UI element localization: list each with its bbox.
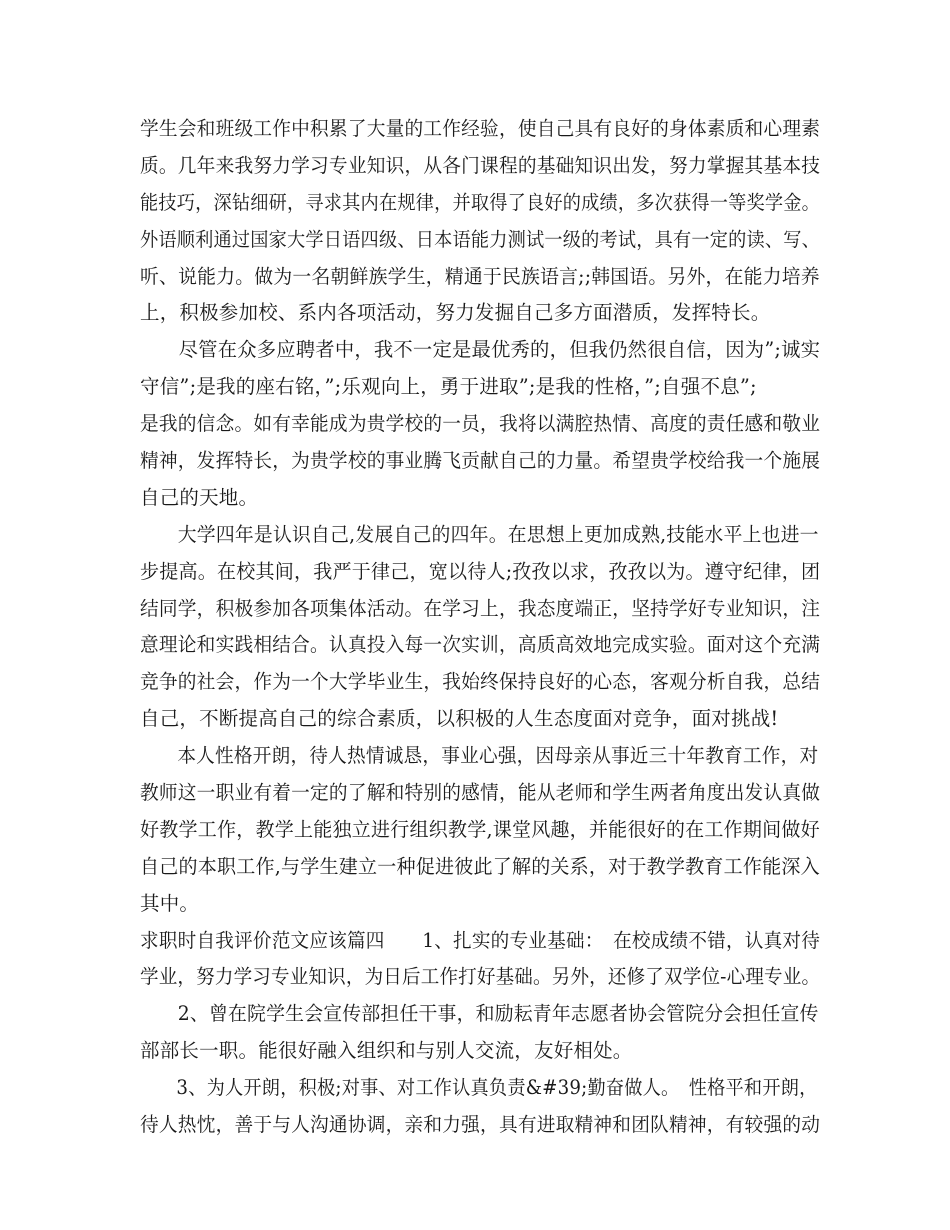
paragraph-first-line: 本人性格开朗，待人热情诚恳，事业心强，因母亲从事近三十年教育工作，对	[177, 744, 819, 768]
text-line: 精神，发挥特长，为贵学校的事业腾飞贡献自己的力量。希望贵学校给我一个施展	[140, 449, 821, 473]
text-line: 能技巧，深钻细研，寻求其内在规律，并取得了良好的成绩，多次获得一等奖学金。	[140, 190, 821, 214]
text-line: 好教学工作，教学上能独立进行组织教学,课堂风趣，并能很好的在工作期间做好	[140, 817, 820, 841]
text-line: 上，积极参加校、系内各项活动，努力发掘自己多方面潜质，发挥特长。	[140, 301, 771, 325]
text-line: 自己的本职工作,与学生建立一种促进彼此了解的关系，对于教学教育工作能深入	[140, 854, 820, 878]
paragraph-first-line: 3、为人开朗，积极;对事、对工作认真负责&#39;勤奋做人。 性格平和开朗，	[176, 1076, 818, 1100]
text-line: 自己，不断提高自己的综合素质，以积极的人生态度面对竞争，面对挑战!	[140, 707, 779, 731]
text-line: 其中。	[140, 891, 200, 915]
text-line: 待人热忱，善于与人沟通协调，亲和力强，具有进取精神和团队精神，有较强的动	[140, 1113, 821, 1137]
paragraph-first-line: 2、曾在院学生会宣传部担任干事，和励耘青年志愿者协会管院分会担任宣传	[177, 1002, 819, 1026]
text-line: 意理论和实践相结合。认真投入每一次实训，高质高效地完成实验。面对这个充满	[140, 633, 821, 657]
text-line: 结同学，积极参加各项集体活动。在学习上，我态度端正，坚持学好专业知识，注	[140, 596, 821, 620]
paragraph-first-line: 尽管在众多应聘者中，我不一定是最优秀的，但我仍然很自信，因为”;诚实	[178, 338, 821, 362]
text-line: 是我的信念。如有幸能成为贵学校的一员，我将以满腔热情、高度的责任感和敬业	[140, 412, 821, 436]
text-line: 部部长一职。能很好融入组织和与别人交流，友好相处。	[140, 1039, 633, 1063]
text-line: 自己的天地。	[140, 485, 259, 509]
text-line: 步提高。在校其间，我严于律己，宽以待人;孜孜以求，孜孜以为。遵守纪律，团	[140, 559, 821, 583]
text-line: 学业，努力学习专业知识，为日后工作打好基础。另外，还修了双学位-心理专业。	[140, 965, 821, 989]
text-line: 质。几年来我努力学习专业知识，从各门课程的基础知识出发，努力掌握其基本技	[140, 153, 821, 177]
text-line: 竞争的社会，作为一个大学毕业生，我始终保持良好的心态，客观分析自我，总结	[140, 670, 821, 694]
text-line: 听、说能力。做为一名朝鲜族学生，精通于民族语言;;韩国语。另外，在能力培养	[140, 264, 820, 288]
text-line: 求职时自我评价范文应该篇四 1、扎实的专业基础： 在校成绩不错，认真对待	[140, 928, 821, 952]
document-body	[140, 111, 820, 1144]
text-line: 学生会和班级工作中积累了大量的工作经验，使自己具有良好的身体素质和心理素	[140, 117, 821, 140]
text-line: 教师这一职业有着一定的了解和特别的感情，能从老师和学生两者角度出发认真做	[140, 781, 821, 805]
text-line: 外语顺利通过国家大学日语四级、日本语能力测试一级的考试，具有一定的读、写、	[140, 227, 821, 251]
text-line: 守信”;是我的座右铭，”;乐观向上，勇于进取”;是我的性格，”;自强不息”;	[140, 375, 757, 399]
paragraph-first-line: 大学四年是认识自己,发展自己的四年。在思想上更加成熟,技能水平上也进一	[177, 522, 819, 546]
